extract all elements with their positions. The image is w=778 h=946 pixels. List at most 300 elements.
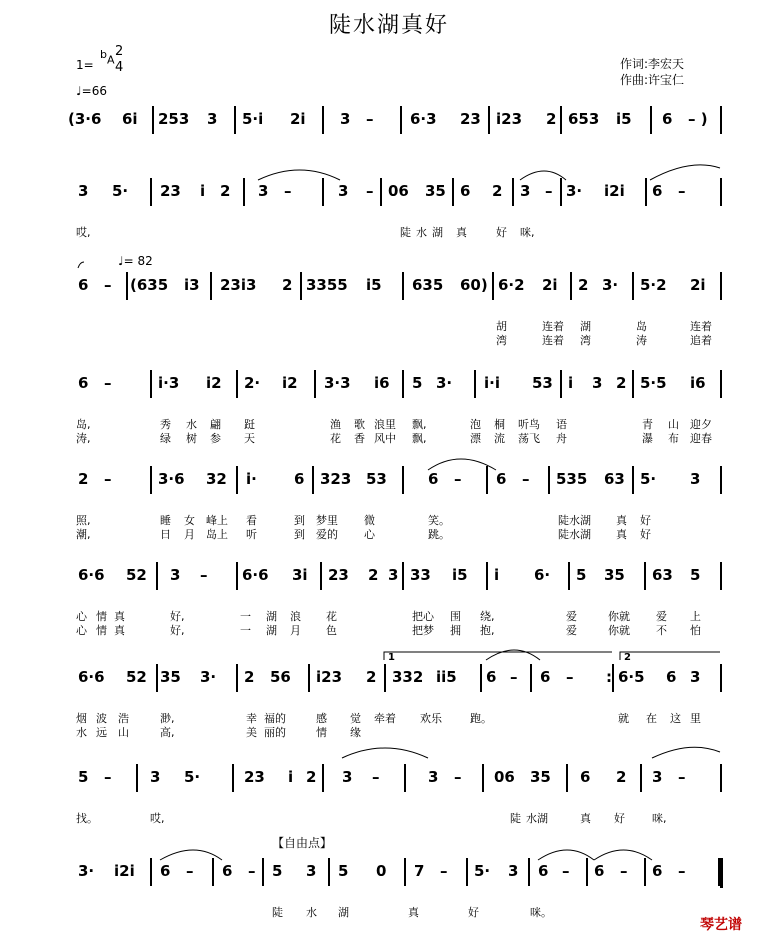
lyric-word: 连着 — [542, 320, 564, 333]
watermark-logo: 琴艺谱 — [700, 917, 742, 933]
note-group: 2 — [282, 276, 293, 294]
score-system-8 — [0, 768, 778, 798]
key-flat: b — [100, 48, 107, 61]
note-group: ii5 — [436, 668, 457, 686]
barline — [212, 858, 214, 886]
note-group: 3 — [652, 768, 663, 786]
note-group: 63 — [652, 566, 673, 584]
lyric-word: 听 — [246, 528, 257, 541]
note-group: 35 — [160, 668, 181, 686]
lyric-word: 飘, — [412, 432, 427, 445]
note-group: – — [104, 768, 112, 786]
lyric-word: 歌 — [354, 418, 365, 431]
barline — [566, 764, 568, 792]
note-group: 3i — [292, 566, 308, 584]
barline — [402, 466, 404, 494]
barline — [236, 562, 238, 590]
lyric-word: 荡飞 — [518, 432, 540, 445]
note-group: 6 — [666, 668, 677, 686]
note-group: – — [678, 182, 686, 200]
note-group: 6·6 — [242, 566, 269, 584]
note-group: i — [494, 566, 500, 584]
lyric-word: 真 — [408, 906, 419, 919]
note-group: 35 — [425, 182, 446, 200]
lyric-word: 美 — [246, 726, 257, 739]
note-group: 60) — [460, 276, 488, 294]
score-system-7 — [0, 668, 778, 698]
note-group: 52 — [126, 566, 147, 584]
note-group: 5·2 — [640, 276, 667, 294]
note-group: i — [568, 374, 574, 392]
note-group: 3· — [566, 182, 583, 200]
note-group: 6 — [486, 668, 497, 686]
lyricist: 作词:李宏天 — [620, 57, 685, 71]
lyric-word: 日 — [160, 528, 171, 541]
note-group: 3· — [602, 276, 619, 294]
barline — [384, 664, 386, 692]
note-group: 2i — [690, 276, 706, 294]
lyric-word: 女 — [184, 514, 195, 527]
barline — [236, 466, 238, 494]
note-group: – — [284, 182, 292, 200]
lyric-word: 好, — [170, 624, 185, 637]
note-group: 2 — [244, 668, 255, 686]
lyric-word: 到 — [294, 514, 305, 527]
note-group: (635 — [130, 276, 169, 294]
lyric-word: 浪 — [290, 610, 301, 623]
note-group: – — [454, 768, 462, 786]
note-group: 6·6 — [78, 566, 105, 584]
lyric-word: 好 — [640, 528, 651, 541]
note-group: i2 — [282, 374, 298, 392]
note-group: 635 — [412, 276, 444, 294]
lyric-word: 湖 — [580, 320, 591, 333]
lyric-word: 波 — [96, 712, 107, 725]
barline — [150, 178, 152, 206]
note-group: 3· — [78, 862, 95, 880]
credits — [620, 56, 684, 88]
lyric-word: 山 — [118, 726, 129, 739]
lyric-word: 陡 — [400, 226, 411, 239]
lyric-word: 浩 — [118, 712, 129, 725]
lyric-word: 爱 — [566, 624, 577, 637]
note-group: i — [288, 768, 294, 786]
note-group: 5 — [272, 862, 283, 880]
barline — [480, 664, 482, 692]
lyric-word: 感 — [316, 712, 327, 725]
barline — [528, 858, 530, 886]
lyric-word: 花 — [330, 432, 341, 445]
note-group: 6·5 — [618, 668, 645, 686]
lyric-word: 情 — [96, 624, 107, 637]
note-group: 2 — [578, 276, 589, 294]
lyric-word: 上 — [690, 610, 701, 623]
lyric-word: 情 — [316, 726, 327, 739]
lyric-word: 真 — [456, 226, 467, 239]
note-group: i6 — [374, 374, 390, 392]
lyric-word: 胡 — [496, 320, 507, 333]
note-group: i23 — [496, 110, 523, 128]
lyric-word: 把梦 — [412, 624, 434, 637]
barline — [150, 858, 152, 886]
note-group: – — [454, 470, 462, 488]
note-group: 3 — [520, 182, 531, 200]
note-group: 6 — [652, 182, 663, 200]
note-group: i23 — [316, 668, 343, 686]
note-group: – — [678, 768, 686, 786]
lyric-word: 湾 — [580, 334, 591, 347]
note-group: 253 — [158, 110, 190, 128]
barline — [530, 664, 532, 692]
lyric-word: 浪里 — [374, 418, 396, 431]
lyric-word: 咪, — [520, 226, 535, 239]
barline — [632, 370, 634, 398]
note-group: – — [522, 470, 530, 488]
lyric-word: 舟 — [556, 432, 567, 445]
barline — [720, 764, 722, 792]
barline — [720, 664, 722, 692]
lyric-word: 迎春 — [690, 432, 712, 445]
barline — [486, 562, 488, 590]
note-group: 53 — [532, 374, 553, 392]
note-group: 3· — [436, 374, 453, 392]
lyric-word: 心 — [76, 624, 87, 637]
note-group: i·i — [484, 374, 500, 392]
note-group: 23i3 — [220, 276, 257, 294]
note-group: 2 — [306, 768, 317, 786]
note-group: 3 — [258, 182, 269, 200]
barline — [312, 466, 314, 494]
note-group: – — [104, 470, 112, 488]
key-prefix: 1= — [76, 58, 94, 72]
lyric-word: 福的 — [264, 712, 286, 725]
lyric-word: 笑。 — [428, 514, 450, 527]
note-group: 3 — [150, 768, 161, 786]
note-group: 3 — [342, 768, 353, 786]
lyric-word: 睡 — [160, 514, 171, 527]
note-group: 6 — [662, 110, 673, 128]
lyric-word: 觉 — [350, 712, 361, 725]
lyric-word: 幸 — [246, 712, 257, 725]
lyric-word: 岛上 — [206, 528, 228, 541]
lyric-word: 渔 — [330, 418, 341, 431]
barline — [126, 272, 128, 300]
barline — [650, 106, 652, 134]
note-group: 6 — [652, 862, 663, 880]
note-group: 535 — [556, 470, 588, 488]
barline — [645, 178, 647, 206]
lyric-word: 里 — [690, 712, 701, 725]
score-system-9 — [0, 862, 778, 892]
note-group: 3 — [388, 566, 399, 584]
note-group: 3 — [592, 374, 603, 392]
barline — [232, 764, 234, 792]
lyric-word: 湖 — [266, 610, 277, 623]
barline — [380, 178, 382, 206]
note-group: 6 — [78, 374, 89, 392]
note-group: : — [606, 668, 612, 686]
barline — [404, 858, 406, 886]
note-group: – — [678, 862, 686, 880]
time-top: 2 — [115, 44, 124, 59]
barline — [150, 370, 152, 398]
note-group: 6 — [222, 862, 233, 880]
composer: 作曲:许宝仁 — [620, 73, 685, 87]
barline — [720, 562, 722, 590]
volta-number: 1 — [388, 652, 395, 663]
barline — [314, 370, 316, 398]
score-system-4 — [0, 374, 778, 404]
lyric-word: 岛, — [76, 418, 91, 431]
note-group: 5·i — [242, 110, 264, 128]
note-group: 7 — [414, 862, 425, 880]
barline — [236, 370, 238, 398]
barline — [466, 858, 468, 886]
barline — [548, 466, 550, 494]
lyric-word: 陡水湖 — [558, 514, 591, 527]
lyric-word: 真 — [580, 812, 591, 825]
lyric-word: 湖 — [266, 624, 277, 637]
lyric-word: 好 — [468, 906, 479, 919]
note-group: 3 — [170, 566, 181, 584]
note-group: 3 — [508, 862, 519, 880]
barline — [402, 370, 404, 398]
note-group: 5 — [78, 768, 89, 786]
lyric-word: 烟 — [76, 712, 87, 725]
key-note — [100, 48, 115, 68]
barline — [492, 272, 494, 300]
note-group: i5 — [366, 276, 382, 294]
lyric-word: 真 — [114, 610, 125, 623]
barline — [328, 858, 330, 886]
barline — [300, 272, 302, 300]
lyric-word: 水 — [186, 418, 197, 431]
barline — [243, 178, 245, 206]
barline — [560, 106, 562, 134]
note-group: – ) — [688, 110, 708, 128]
note-group: 52 — [126, 668, 147, 686]
lyric-word: 真 — [616, 514, 627, 527]
barline — [210, 272, 212, 300]
lyric-word: 陡 — [510, 812, 521, 825]
barline — [474, 370, 476, 398]
barline — [612, 664, 614, 692]
lyric-word: 照, — [76, 514, 91, 527]
lyric-word: 跑。 — [470, 712, 492, 725]
lyric-word: 花 — [326, 610, 337, 623]
barline — [152, 106, 154, 134]
lyric-word: 渺, — [160, 712, 175, 725]
lyric-word: 你就 — [608, 624, 630, 637]
lyric-word: 爱 — [656, 610, 667, 623]
note-group: 3 — [690, 470, 701, 488]
lyric-word: 梦里 — [316, 514, 338, 527]
note-group: 6 — [160, 862, 171, 880]
barline — [234, 106, 236, 134]
note-group: i2i — [114, 862, 135, 880]
note-group: 3 — [78, 182, 89, 200]
time-bottom: 4 — [115, 60, 124, 75]
note-group: 32 — [206, 470, 227, 488]
lyric-word: 好 — [640, 514, 651, 527]
lyric-word: 缘 — [350, 726, 361, 739]
note-group: 653 — [568, 110, 600, 128]
note-group: – — [562, 862, 570, 880]
lyric-word: 连着 — [690, 320, 712, 333]
lyric-word: 水湖 — [526, 812, 548, 825]
note-group: – — [104, 276, 112, 294]
lyric-word: 不 — [656, 624, 667, 637]
note-group: i — [200, 182, 206, 200]
note-group: 6 — [460, 182, 471, 200]
barline — [586, 858, 588, 886]
note-group: 6 — [78, 276, 89, 294]
note-group: 6 — [538, 862, 549, 880]
barline — [632, 272, 634, 300]
lyric-word: 漂 — [470, 432, 481, 445]
note-group: i2 — [206, 374, 222, 392]
note-group: 5· — [112, 182, 129, 200]
barline — [482, 764, 484, 792]
lyric-word: 跳。 — [428, 528, 450, 541]
note-group: – — [186, 862, 194, 880]
lyric-word: 微 — [364, 514, 375, 527]
note-group: 23 — [160, 182, 181, 200]
lyric-word: 抱, — [480, 624, 495, 637]
note-group: 2 — [546, 110, 557, 128]
tempo-marking-initial — [76, 84, 107, 98]
barline — [720, 370, 722, 398]
note-group: 6·3 — [410, 110, 437, 128]
note-group: 2 — [368, 566, 379, 584]
key-letter: A — [106, 53, 115, 67]
note-group: 63 — [604, 470, 625, 488]
lyric-word: 涛, — [76, 432, 91, 445]
barline — [402, 562, 404, 590]
barline — [640, 764, 642, 792]
note-group: 5 — [338, 862, 349, 880]
note-group: 06 — [494, 768, 515, 786]
lyric-word: 山 — [668, 418, 679, 431]
note-group: i5 — [452, 566, 468, 584]
lyric-word: 真 — [114, 624, 125, 637]
note-group: 6·6 — [78, 668, 105, 686]
quarter-note-icon: ♩ — [76, 84, 82, 98]
score-system-3 — [0, 276, 778, 306]
lyric-word: 听鸟 — [518, 418, 540, 431]
barline — [322, 178, 324, 206]
barline — [720, 178, 722, 206]
lyric-word: 月 — [184, 528, 195, 541]
barline — [322, 764, 324, 792]
note-group: i6 — [690, 374, 706, 392]
lyric-word: 飘, — [412, 418, 427, 431]
lyric-word: 找。 — [76, 812, 98, 825]
note-group: 2i — [542, 276, 558, 294]
barline — [570, 272, 572, 300]
note-group: 5· — [474, 862, 491, 880]
note-group: 2 — [616, 768, 627, 786]
barline — [486, 466, 488, 494]
note-group: 6 — [294, 470, 305, 488]
lyric-word: 潮, — [76, 528, 91, 541]
lyric-word: 语 — [556, 418, 567, 431]
barline — [720, 466, 722, 494]
lyric-word: 高, — [160, 726, 175, 739]
lyric-word: 在 — [646, 712, 657, 725]
note-group: 6 — [580, 768, 591, 786]
note-group: 6i — [122, 110, 138, 128]
lyric-word: 峰上 — [206, 514, 228, 527]
lyric-word: 丽的 — [264, 726, 286, 739]
lyric-word: 岛 — [636, 320, 647, 333]
barline — [720, 272, 722, 300]
lyric-word: 牵着 — [374, 712, 396, 725]
lyric-word: 爱 — [566, 610, 577, 623]
note-group: – — [372, 768, 380, 786]
lyric-word: 翩 — [210, 418, 221, 431]
lyric-word: 到 — [294, 528, 305, 541]
lyric-word: 把心 — [412, 610, 434, 623]
note-group: 23 — [328, 566, 349, 584]
note-group: 332 — [392, 668, 424, 686]
note-group: 5 — [576, 566, 587, 584]
lyric-word: 天 — [244, 432, 255, 445]
note-group: 3 — [340, 110, 351, 128]
lyric-word: 水 — [76, 726, 87, 739]
note-group: 6· — [534, 566, 551, 584]
lyric-word: 绿 — [160, 432, 171, 445]
lyric-word: 树 — [186, 432, 197, 445]
note-group: 2 — [220, 182, 231, 200]
note-group: – — [566, 668, 574, 686]
lyric-word: 这 — [670, 712, 681, 725]
lyric-word: 风中 — [374, 432, 396, 445]
note-group: 5 — [690, 566, 701, 584]
barline — [322, 106, 324, 134]
lyric-word: 好 — [496, 226, 507, 239]
lyric-word: 心 — [76, 610, 87, 623]
note-group: 56 — [270, 668, 291, 686]
note-group: 6 — [496, 470, 507, 488]
note-group: 5· — [640, 470, 657, 488]
lyric-word: 咪, — [652, 812, 667, 825]
note-group: 06 — [388, 182, 409, 200]
barline — [512, 178, 514, 206]
note-group: – — [200, 566, 208, 584]
lyric-word: 好 — [614, 812, 625, 825]
lyric-word: 哎, — [150, 812, 165, 825]
note-group: 6 — [428, 470, 439, 488]
note-group: 2 — [492, 182, 503, 200]
lyric-word: 怕 — [690, 624, 701, 637]
note-group: 6 — [594, 862, 605, 880]
lyric-word: 情 — [96, 610, 107, 623]
note-group: 35 — [604, 566, 625, 584]
volta-number: 2 — [624, 652, 631, 663]
note-group: 53 — [366, 470, 387, 488]
lyric-word: 围 — [450, 610, 461, 623]
lyric-word: 一 — [240, 610, 251, 623]
barline — [136, 764, 138, 792]
free-point-label: 【自由点】 — [272, 836, 333, 850]
note-group: 323 — [320, 470, 352, 488]
lyric-word: 跹 — [244, 418, 255, 431]
lyric-word: 欢乐 — [420, 712, 442, 725]
note-group: 2 — [616, 374, 627, 392]
note-group: – — [248, 862, 256, 880]
barline — [262, 858, 264, 886]
